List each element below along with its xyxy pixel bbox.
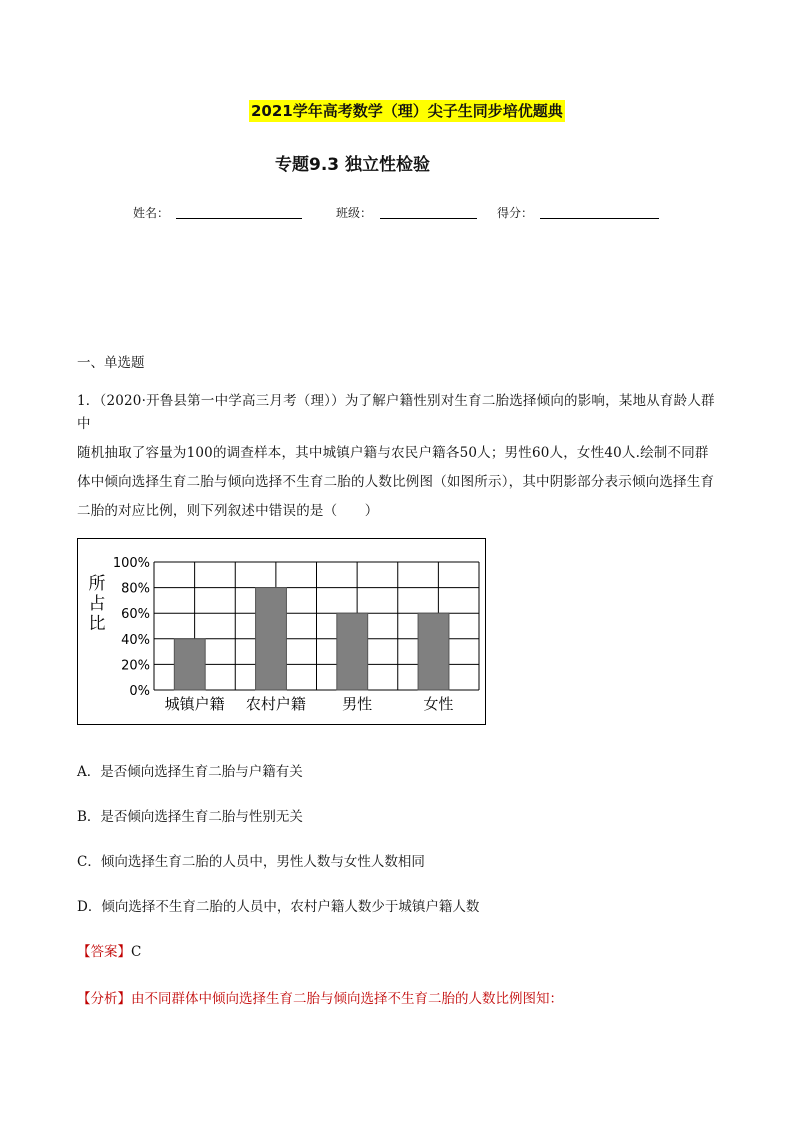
option-a: A．是否倾向选择生育二胎与户籍有关 (77, 764, 303, 780)
analysis-text: 由不同群体中倾向选择生育二胎与倾向选择不生育二胎的人数比例图知： (131, 991, 563, 1007)
x-category-label: 农村户籍 (245, 695, 306, 713)
bar-1 (174, 639, 205, 690)
bar-3 (337, 613, 368, 690)
question-line: 随机抽取了容量为100的调查样本，其中城镇户籍与农民户籍各50人；男性60人，女性40人.绘制不同群 (77, 445, 709, 461)
question-stem (77, 390, 727, 529)
score-label: 得分： (497, 206, 534, 220)
answer-value: C (131, 944, 142, 960)
y-tick-label: 0% (129, 684, 150, 699)
option-b: B．是否倾向选择生育二胎与性别无关 (77, 809, 303, 825)
y-axis-label-char: 占 (88, 594, 106, 614)
document-banner: 2021学年高考数学（理）尖子生同步培优题典 (251, 102, 563, 120)
y-axis-label-char: 比 (88, 614, 106, 634)
question-line: 1．（2020·开鲁县第一中学高三月考（理））为了解户籍性别对生育二胎选择倾向的影响，某地从育龄人群中 (77, 393, 715, 432)
name-label: 姓名： (133, 206, 170, 220)
option-c: C．倾向选择生育二胎的人员中，男性人数与女性人数相同 (77, 854, 425, 870)
y-axis-label-char: 所 (88, 574, 106, 594)
ratio-bar-chart (78, 539, 485, 724)
chart-frame (77, 538, 486, 725)
x-category-label: 城镇户籍 (164, 695, 225, 713)
question-line: 二胎的对应比例，则下列叙述中错误的是（ ） (77, 503, 379, 519)
bar-4 (418, 613, 449, 690)
analysis-label: 【分析】 (77, 991, 131, 1007)
x-category-label: 女性 (423, 695, 454, 713)
answer-label: 【答案】 (77, 944, 131, 960)
y-tick-label: 80% (121, 581, 150, 597)
bar-2 (256, 588, 287, 690)
topic-title: 专题9.3 独立性检验 (275, 155, 431, 175)
y-tick-label: 100% (112, 556, 150, 571)
x-category-label: 男性 (342, 695, 373, 713)
question-line: 体中倾向选择生育二胎与倾向选择不生育二胎的人数比例图（如图所示），其中阴影部分表示倾向选择生育 (77, 474, 715, 490)
name-blank[interactable] (176, 204, 302, 219)
option-d: D．倾向选择不生育二胎的人员中，农村户籍人数少于城镇户籍人数 (77, 899, 480, 915)
class-blank[interactable] (380, 204, 477, 219)
section-title: 一、单选题 (77, 355, 145, 371)
answer-line (77, 940, 141, 960)
y-tick-label: 60% (121, 607, 150, 623)
analysis-line (77, 987, 563, 1007)
y-tick-label: 20% (121, 658, 150, 674)
class-label: 班级： (336, 206, 373, 220)
y-tick-label: 40% (121, 632, 150, 648)
score-blank[interactable] (540, 204, 659, 219)
